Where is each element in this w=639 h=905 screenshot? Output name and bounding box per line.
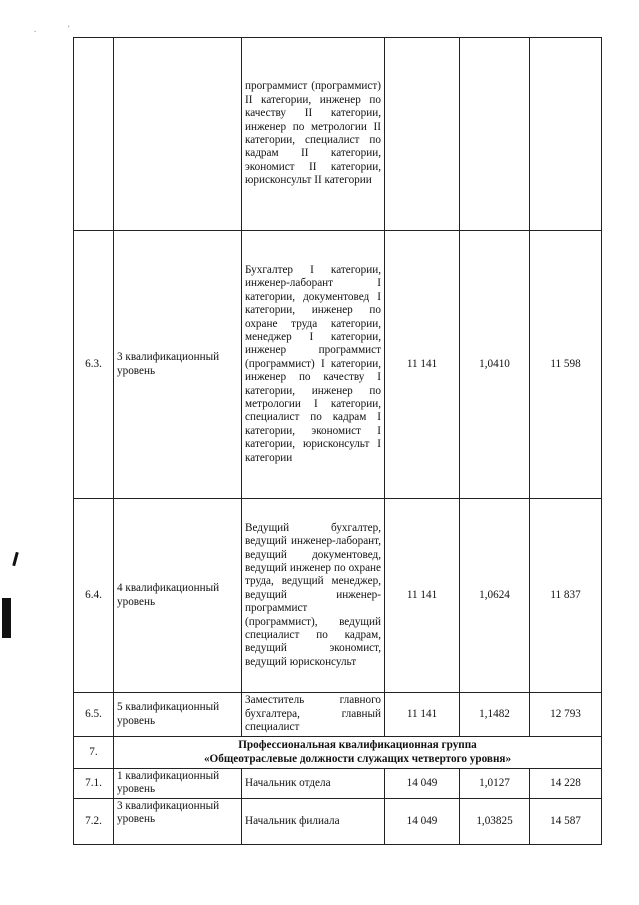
scan-mark-left-large	[2, 598, 11, 638]
coefficient	[460, 38, 530, 231]
table-row	[74, 798, 602, 844]
row-number: 6.3.	[74, 231, 114, 499]
group-header-row	[74, 737, 602, 769]
base-salary: 14 049	[385, 769, 460, 799]
salary: 12 793	[530, 693, 602, 737]
coefficient: 1,0127	[460, 769, 530, 799]
qualification-level	[114, 38, 242, 231]
position-list: Заместитель главного бухгалтера, главный специалист	[242, 693, 385, 737]
group-title	[114, 737, 602, 769]
qualification-level: 3 квалификационный уровень	[114, 231, 242, 499]
salary: 14 587	[530, 798, 602, 844]
coefficient: 1,0410	[460, 231, 530, 499]
table-row	[74, 769, 602, 799]
scan-speck: .	[34, 24, 37, 34]
qualification-level: 3 квалификационный уровень	[114, 798, 242, 844]
base-salary: 11 141	[385, 231, 460, 499]
qualification-level: 1 квалификационный уровень	[114, 769, 242, 799]
group-title-line1: Профессиональная квалификационная группа	[238, 739, 477, 752]
table-row	[74, 38, 602, 231]
qualification-level: 4 квалификационный уровень	[114, 499, 242, 693]
row-number: 6.4.	[74, 499, 114, 693]
row-number: 7.1.	[74, 769, 114, 799]
base-salary	[385, 38, 460, 231]
row-number: 7.2.	[74, 798, 114, 844]
qualification-level: 5 квалификационный уровень	[114, 693, 242, 737]
scan-mark-left	[12, 552, 19, 566]
row-number	[74, 38, 114, 231]
table-row	[74, 231, 602, 499]
position-list: программист (программист) II категории, инженер по качеству II категории, инженер по метрологии II категории, специалист по кадрам II категории, экономист II категории, юрисконсульт II категории	[242, 38, 385, 231]
position-list: Ведущий бухгалтер, ведущий инженер-лаборант, ведущий документовед, ведущий инженер по охране труда, ведущий менеджер, ведущий инженер-программист (программист), ведущий специалист по кадрам, ведущий экономист, ведущий юрисконсульт	[242, 499, 385, 693]
position-list: Бухгалтер I категории, инженер-лаборант I категории, документовед I категории, инженер по охране труда категории, менеджер I категории, инженер программист (программист) I категории, инженер по качеству I категории, инженер по метрологии I категории, специалист по кадрам I категории, экономист I категории, юрисконсульт I категории	[242, 231, 385, 499]
scan-speck: '	[68, 24, 70, 34]
base-salary: 11 141	[385, 499, 460, 693]
salary: 14 228	[530, 769, 602, 799]
position-list: Начальник отдела	[242, 769, 385, 799]
salary: 11 598	[530, 231, 602, 499]
table-row	[74, 693, 602, 737]
group-title-line2: «Общеотраслевые должности служащих четвертого уровня»	[203, 752, 512, 765]
coefficient: 1,0624	[460, 499, 530, 693]
salary-table	[73, 37, 602, 845]
row-number: 6.5.	[74, 693, 114, 737]
coefficient: 1,03825	[460, 798, 530, 844]
base-salary: 14 049	[385, 798, 460, 844]
position-list: Начальник филиала	[242, 798, 385, 844]
salary	[530, 38, 602, 231]
coefficient: 1,1482	[460, 693, 530, 737]
table-row	[74, 499, 602, 693]
base-salary: 11 141	[385, 693, 460, 737]
group-number: 7.	[74, 737, 114, 769]
salary: 11 837	[530, 499, 602, 693]
